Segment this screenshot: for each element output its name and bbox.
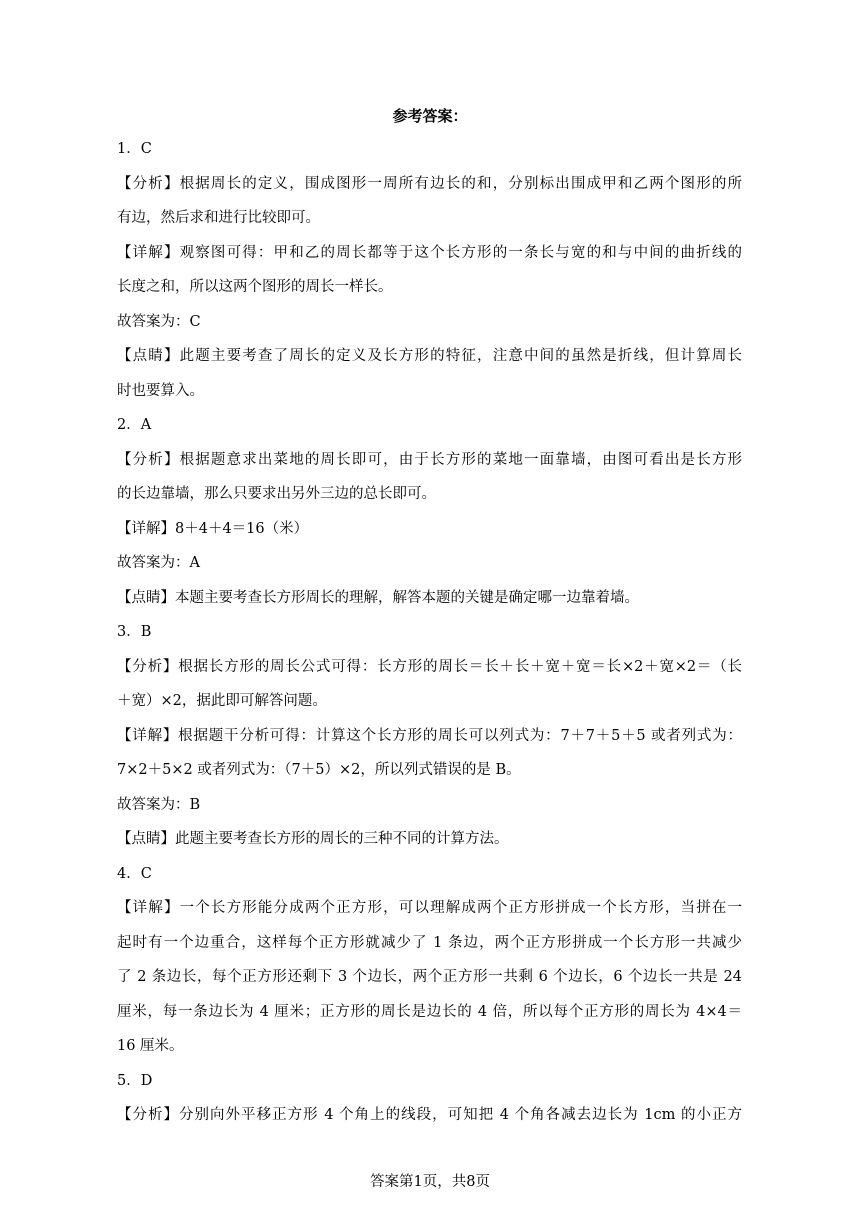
text-line: 有边，然后求和进行比较即可。 <box>117 210 320 226</box>
text-line: 【分析】分别向外平移正方形 4 个角上的线段，可知把 4 个角各减去边长为 1cm 的小正方 <box>117 1107 742 1123</box>
text-line: 【详解】8＋4＋4＝16（米） <box>117 520 309 537</box>
text-line: 16 厘米。 <box>117 1038 184 1054</box>
text-line: ＋宽）×2，据此即可解答问题。 <box>117 693 327 709</box>
text-line: 7×2＋5×2 或者列式为：（7＋5）×2，所以列式错误的是 B。 <box>117 762 521 778</box>
text-line: 【分析】根据周长的定义，围成图形一周所有边长的和，分别标出围成甲和乙两个图形的所 <box>117 175 742 192</box>
text-line: 故答案为：C <box>117 313 201 330</box>
text-line: 5．D <box>117 1072 153 1089</box>
text-line: 2．A <box>117 417 152 433</box>
text-line: 故答案为：B <box>117 796 201 813</box>
answer-content <box>117 132 742 1133</box>
text-line: 【详解】一个长方形能分成两个正方形，可以理解成两个正方形拼成一个长方形，当拼在一 <box>117 900 742 916</box>
text-line: 【点睛】此题主要考查了周长的定义及长方形的特征，注意中间的虽然是折线，但计算周长 <box>117 348 742 364</box>
text-line: 4．C <box>117 865 152 882</box>
text-line: 【分析】根据题意求出菜地的周长即可，由于长方形的菜地一面靠墙，由图可看出是长方形 <box>117 451 742 468</box>
text-line: 厘米，每一条边长为 4 厘米；正方形的周长是边长的 4 倍，所以每个正方形的周长为 4×4＝ <box>117 1003 742 1020</box>
text-line: 起时有一个边重合，这样每个正方形就减少了 1 条边，两个正方形拼成一个长方形一共减少 <box>117 934 742 951</box>
page-title: 参考答案： <box>392 107 468 125</box>
page-footer: 答案第1页，共8页 <box>370 1174 490 1190</box>
text-line: 的长边靠墙，那么只要求出另外三边的总长即可。 <box>117 486 436 502</box>
text-line: 时也要算入。 <box>117 382 204 399</box>
text-line: 【点睛】本题主要考查长方形周长的理解，解答本题的关键是确定哪一边靠着墙。 <box>117 589 639 606</box>
text-line: 3．B <box>117 624 152 640</box>
text-line: 【详解】根据题干分析可得：计算这个长方形的周长可以列式为：7＋7＋5＋5 或者列式为： <box>117 727 742 744</box>
text-line: 了 2 条边长，每个正方形还剩下 3 个边长，两个正方形一共剩 6 个边长，6 个边长一共是 24 <box>117 969 742 985</box>
text-line: 【详解】观察图可得：甲和乙的周长都等于这个长方形的一条长与宽的和与中间的曲折线的 <box>117 244 742 261</box>
text-line: 【分析】根据长方形的周长公式可得：长方形的周长＝长＋长＋宽＋宽＝长×2＋宽×2＝（长 <box>117 658 742 675</box>
text-line: 【点睛】此题主要考查长方形的周长的三种不同的计算方法。 <box>117 831 509 847</box>
text-line: 1．C <box>117 141 152 157</box>
text-line: 长度之和，所以这两个图形的周长一样长。 <box>117 279 393 295</box>
text-line: 故答案为：A <box>117 555 200 571</box>
